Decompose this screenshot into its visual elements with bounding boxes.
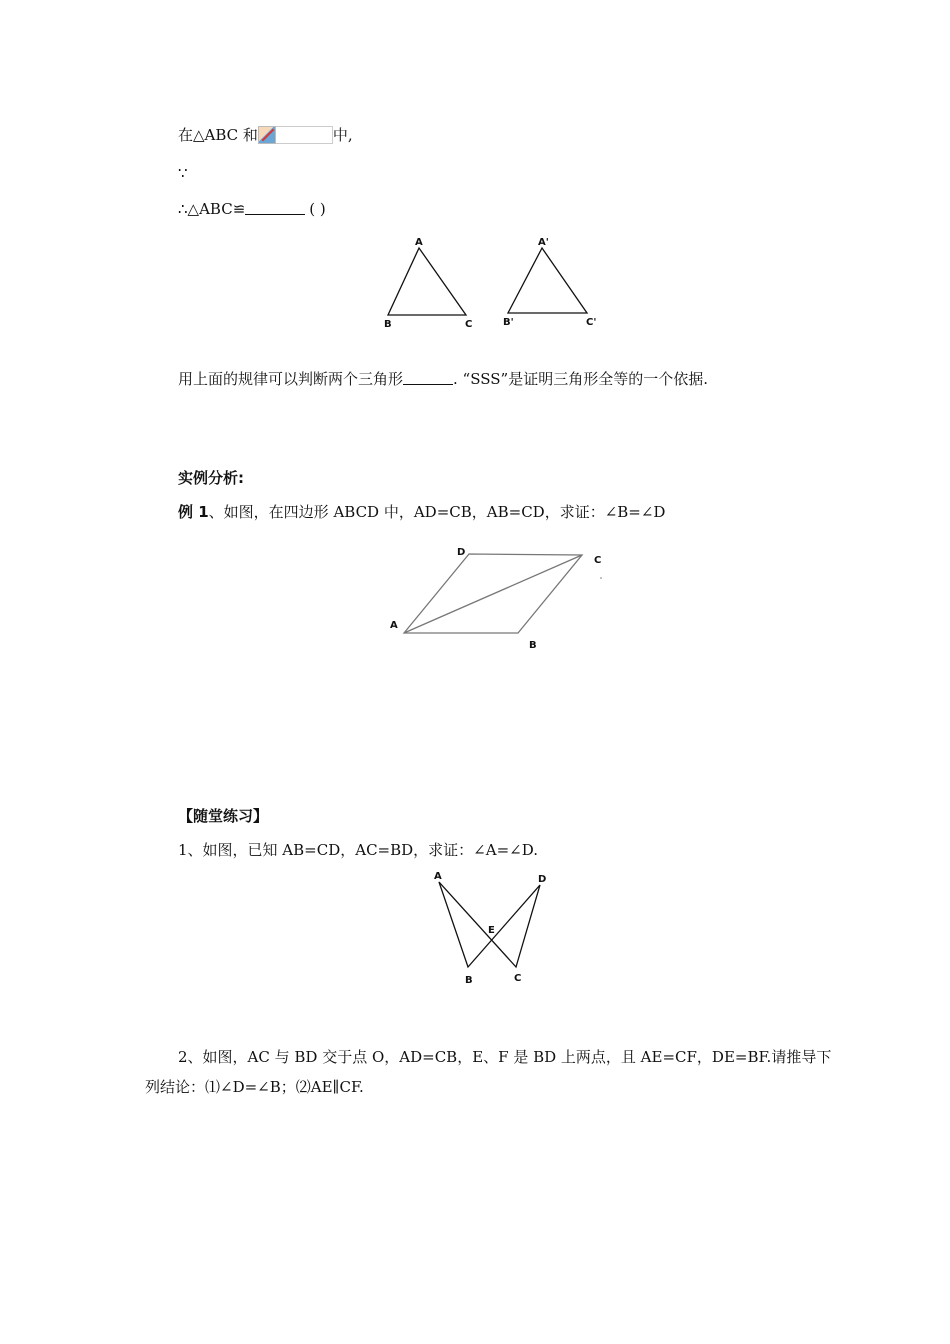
because-line — [178, 163, 188, 183]
label-c: C — [514, 973, 522, 984]
practice-heading: 【随堂练习】 — [178, 807, 269, 825]
example-text: 、如图，在四边形 ABCD 中，AD=CB，AB=CD，求证：∠B=∠D — [208, 503, 666, 521]
because-symbol: ∵ — [178, 164, 188, 182]
label-a: A — [434, 871, 442, 882]
label-a: A — [415, 237, 423, 248]
label-b-prime: B' — [503, 317, 514, 328]
practice-question-2-line-2: 列结论：⑴∠D=∠B；⑵AE∥CF. — [145, 1078, 364, 1096]
line1-prefix: 在△ABC 和 — [178, 126, 258, 144]
bowtie-figure — [428, 867, 558, 992]
therefore-line — [178, 199, 326, 219]
label-d: D — [538, 874, 547, 885]
practice-question-1: 1、如图，已知 AB=CD，AC=BD，求证：∠A=∠D. — [178, 841, 538, 859]
sss-conclusion-line — [178, 369, 708, 389]
label-c: C — [465, 319, 473, 330]
label-b: B — [529, 640, 537, 651]
therefore-prefix: ∴△ABC≌ — [178, 200, 246, 218]
conclusion-suffix: . “SSS”是证明三角形全等的一个依据. — [453, 370, 708, 388]
triangle-abc-prime — [508, 248, 587, 313]
label-c-prime: C' — [586, 317, 597, 328]
practice-question-2-line-1: 2、如图，AC 与 BD 交于点 O，AD=CB，E、F 是 BD 上两点，且 AE=CF，DE=BF.请推导下 — [178, 1048, 832, 1066]
example-1 — [178, 502, 665, 522]
congruent-triangles-figure — [380, 235, 620, 335]
label-a: A — [390, 620, 398, 631]
label-a-prime: A' — [538, 237, 549, 248]
stray-dot — [600, 577, 602, 579]
conclusion-prefix: 用上面的规律可以判断两个三角形 — [178, 370, 404, 388]
triangle-abc — [388, 248, 466, 315]
label-c: C — [594, 555, 602, 566]
quadrilateral-figure — [372, 535, 612, 665]
label-e: E — [488, 925, 495, 936]
line-triangle-pair — [178, 125, 353, 145]
label-d: D — [457, 547, 466, 558]
label-b: B — [465, 975, 473, 986]
example-label: 例 1 — [178, 503, 209, 521]
reason-paren: ( ) — [309, 200, 326, 218]
diagonal-ac — [404, 555, 582, 633]
example-heading: 实例分析: — [178, 469, 244, 487]
label-b: B — [384, 319, 392, 330]
missing-image-box — [276, 126, 333, 144]
answer-blank — [245, 200, 305, 215]
broken-image-icon — [258, 126, 276, 144]
line1-suffix: 中, — [332, 126, 353, 144]
conclusion-blank — [403, 370, 453, 385]
